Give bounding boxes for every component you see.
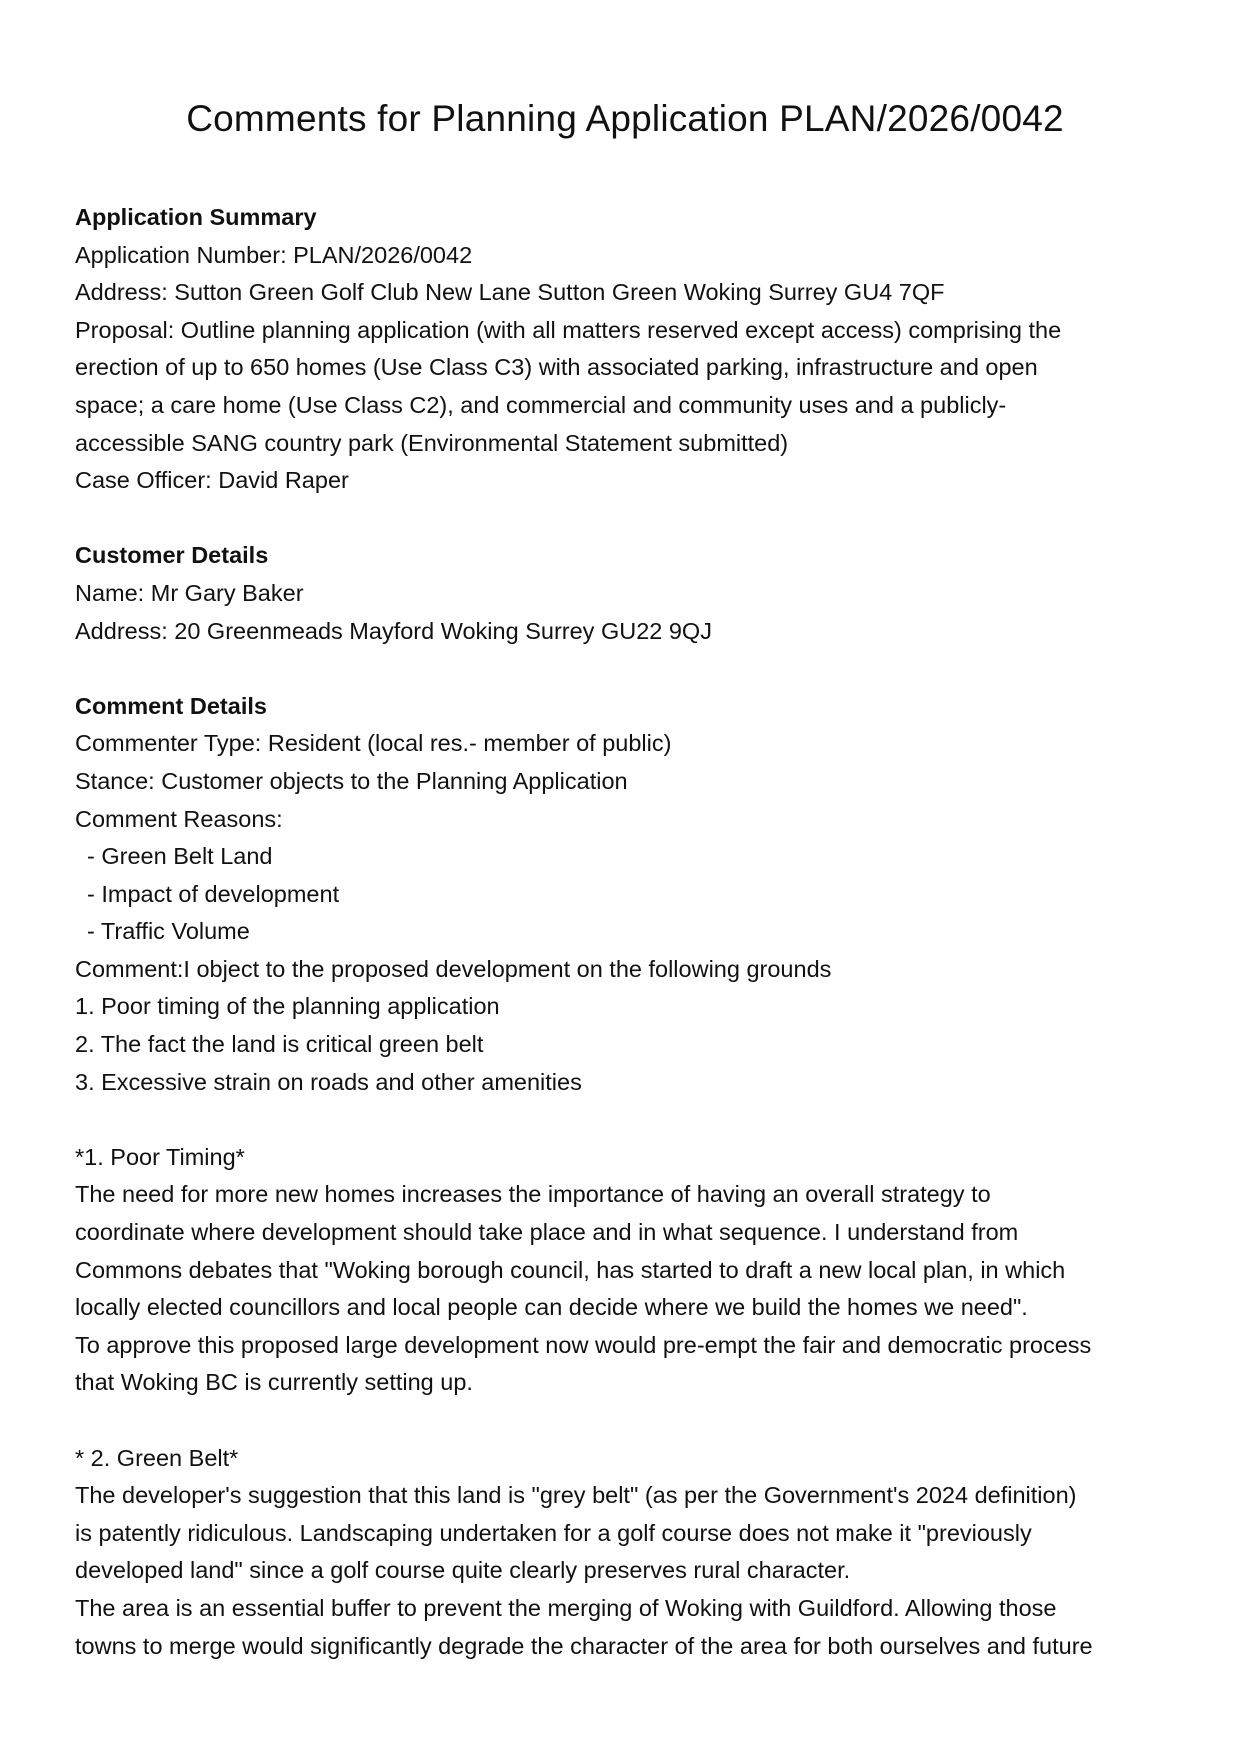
ground-item: 3. Excessive strain on roads and other amenities [75,1068,582,1095]
ground-item: 1. Poor timing of the planning application [75,993,500,1020]
section1-line: coordinate where development should take place and in what sequence. I understand from [75,1219,1019,1246]
section1-line: To approve this proposed large development now would pre-empt the fair and democratic process [75,1331,1092,1358]
section2-line: is patently ridiculous. Landscaping undertaken for a golf course does not make it "previously [75,1519,1032,1546]
application-summary-heading: Application Summary [75,204,317,230]
comment-intro: Comment:I object to the proposed development on the following grounds [75,955,832,982]
section2-line: developed land" since a golf course quite clearly preserves rural character. [75,1557,851,1584]
stance: Stance: Customer objects to the Planning Application [75,767,628,794]
section-heading-poor-timing: *1. Poor Timing* [75,1143,245,1170]
customer-details-heading: Customer Details [75,542,269,569]
section-heading-green-belt: * 2. Green Belt* [75,1444,239,1471]
spacer [75,650,1175,688]
proposal-line: space; a care home (Use Class C2), and commercial and community uses and a publicly- [75,391,1007,418]
section1-line: Commons debates that "Woking borough council, has started to draft a new local plan, in which [75,1256,1066,1283]
comment-reason-item: - Traffic Volume [87,918,250,945]
customer-address: Address: 20 Greenmeads Mayford Woking Surrey GU22 9QJ [75,617,712,644]
customer-name: Name: Mr Gary Baker [75,579,304,606]
document-body [75,199,1175,1665]
proposal-line: accessible SANG country park (Environmental Statement submitted) [75,429,789,456]
ground-item: 2. The fact the land is critical green belt [75,1031,484,1058]
proposal-line: erection of up to 650 homes (Use Class C3) with associated parking, infrastructure and open [75,354,1038,381]
section2-line: The area is an essential buffer to prevent the merging of Woking with Guildford. Allowing those [75,1594,1057,1621]
section2-line: towns to merge would significantly degrade the character of the area for both ourselves and future [75,1632,1093,1659]
section1-line: locally elected councillors and local people can decide where we build the homes we need". [75,1294,1028,1321]
section1-line: The need for more new homes increases the importance of having an overall strategy to [75,1181,991,1208]
comment-reason-item: - Green Belt Land [87,843,273,870]
case-officer: Case Officer: David Raper [75,467,349,494]
commenter-type: Commenter Type: Resident (local res.- member of public) [75,730,672,757]
comment-reason-item: - Impact of development [87,880,340,907]
page-title: Comments for Planning Application PLAN/2026/0042 [186,98,1064,139]
comment-details-heading: Comment Details [75,692,267,719]
spacer [75,500,1175,538]
section2-line: The developer's suggestion that this land is "grey belt" (as per the Government's 2024 definition) [75,1482,1077,1509]
section1-line: that Woking BC is currently setting up. [75,1369,473,1396]
proposal-line: Proposal: Outline planning application (with all matters reserved except access) comprising the [75,316,1062,343]
comment-reasons-label: Comment Reasons: [75,805,283,832]
application-address: Address: Sutton Green Golf Club New Lane Sutton Green Woking Surrey GU4 7QF [75,279,945,306]
application-number: Application Number: PLAN/2026/0042 [75,241,473,268]
spacer [75,1402,1175,1440]
spacer [75,1101,1175,1139]
